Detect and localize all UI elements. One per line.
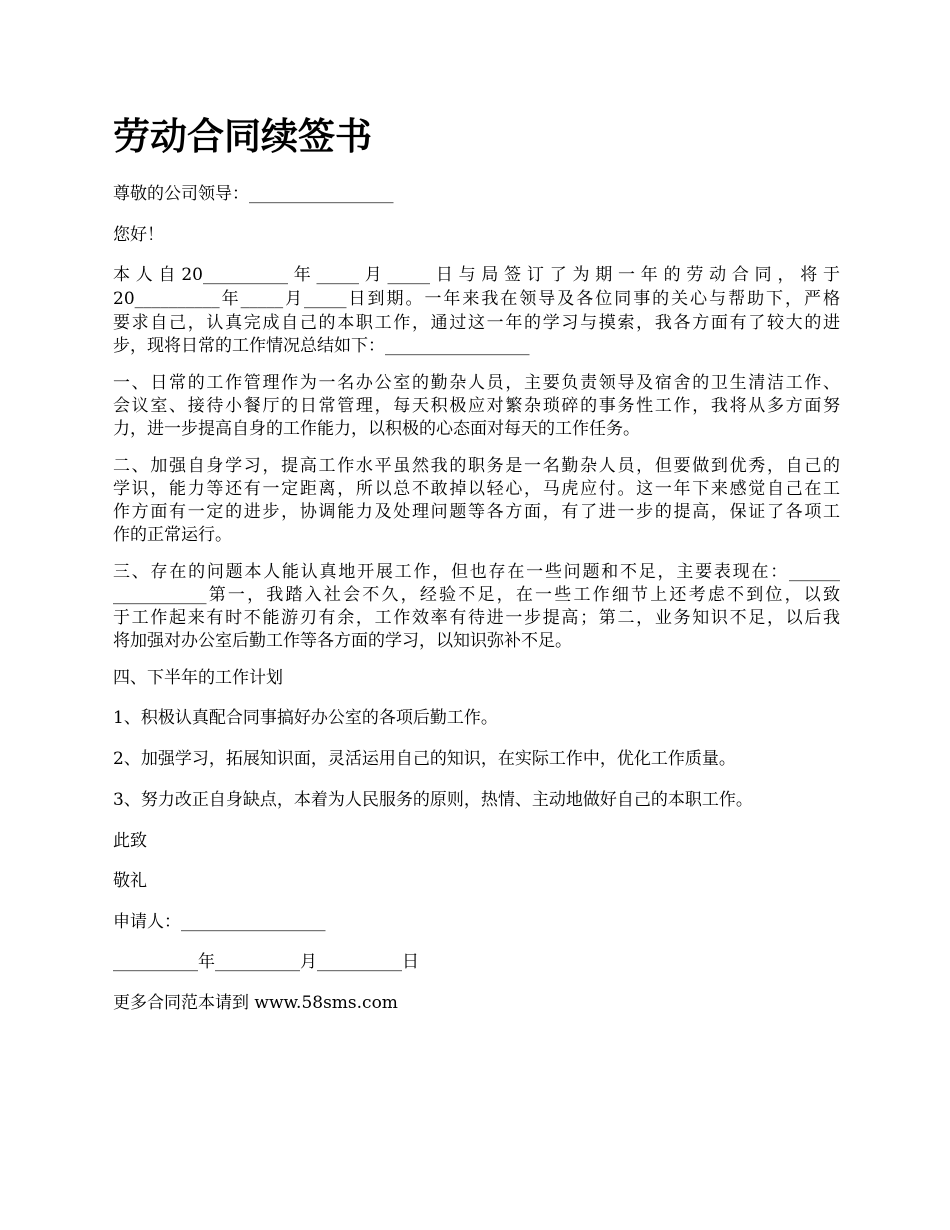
closing-jingli: 敬礼 [113, 871, 147, 891]
salutation: 尊敬的公司领导：_________________ [113, 184, 394, 204]
paragraph-line: 要求自己，认真完成自己的本职工作，通过这一年的学习与摸索，我各方面有了较大的进 [113, 313, 840, 333]
paragraph-line: 将加强对办公室后勤工作等各方面的学习，以知识弥补不足。 [113, 631, 572, 651]
footer-note: 更多合同范本请到 www.58sms.com [113, 993, 398, 1013]
paragraph-line: 于工作起来有时不能游刃有余，工作效率有待进一步提高；第二，业务知识不足，以后我 [113, 608, 840, 628]
document-title: 劳动合同续签书 [113, 114, 372, 158]
plan-item-1: 1、积极认真配合同事搞好办公室的各项后勤工作。 [113, 708, 498, 728]
section-4-heading: 四、下半年的工作计划 [113, 668, 283, 688]
paragraph-line: 学识，能力等还有一定距离，所以总不敢掉以轻心，马虎应付。这一年下来感觉自己在工 [113, 479, 840, 499]
paragraph-line: 20__________年_____月_____日到期。一年来我在领导及各位同事的关心与帮助下，严格 [113, 289, 840, 309]
paragraph-line: 一、日常的工作管理作为一名办公室的勤杂人员，主要负责领导及宿舍的卫生清洁工作、 [113, 373, 840, 393]
paragraph-line: 三、存在的问题本人能认真地开展工作，但也存在一些问题和不足，主要表现在：______ [113, 562, 840, 582]
paragraph-line: 作的正常运行。 [113, 525, 232, 545]
paragraph-line: 二、加强自身学习，提高工作水平虽然我的职务是一名勤杂人员，但要做到优秀，自己的 [113, 456, 840, 476]
paragraph-line: 步，现将日常的工作情况总结如下：_________________ [113, 336, 530, 356]
date-line: __________年__________月__________日 [113, 952, 419, 972]
paragraph-line: ___________第一，我踏入社会不久，经验不足，在一些工作细节上还考虑不到位，以致 [113, 585, 840, 605]
plan-item-2: 2、加强学习，拓展知识面，灵活运用自己的知识，在实际工作中，优化工作质量。 [113, 749, 736, 769]
paragraph-line: 力，进一步提高自身的工作能力，以积极的心态面对每天的工作任务。 [113, 419, 640, 439]
paragraph-line: 会议室、接待小餐厅的日常管理，每天积极应对繁杂琐碎的事务性工作，我将从多方面努 [113, 396, 840, 416]
paragraph-line: 本人自20__________年_____月_____日与局签订了为期一年的劳动合同，将于 [113, 265, 840, 285]
plan-item-3: 3、努力改正自身缺点，本着为人民服务的原则，热情、主动地做好自己的本职工作。 [113, 790, 753, 810]
applicant-line: 申请人：_________________ [113, 912, 326, 932]
greeting: 您好！ [113, 225, 164, 245]
closing-cizhi: 此致 [113, 831, 147, 851]
paragraph-line: 作方面有一定的进步，协调能力及处理问题等各方面，有了进一步的提高，保证了各项工 [113, 502, 840, 522]
